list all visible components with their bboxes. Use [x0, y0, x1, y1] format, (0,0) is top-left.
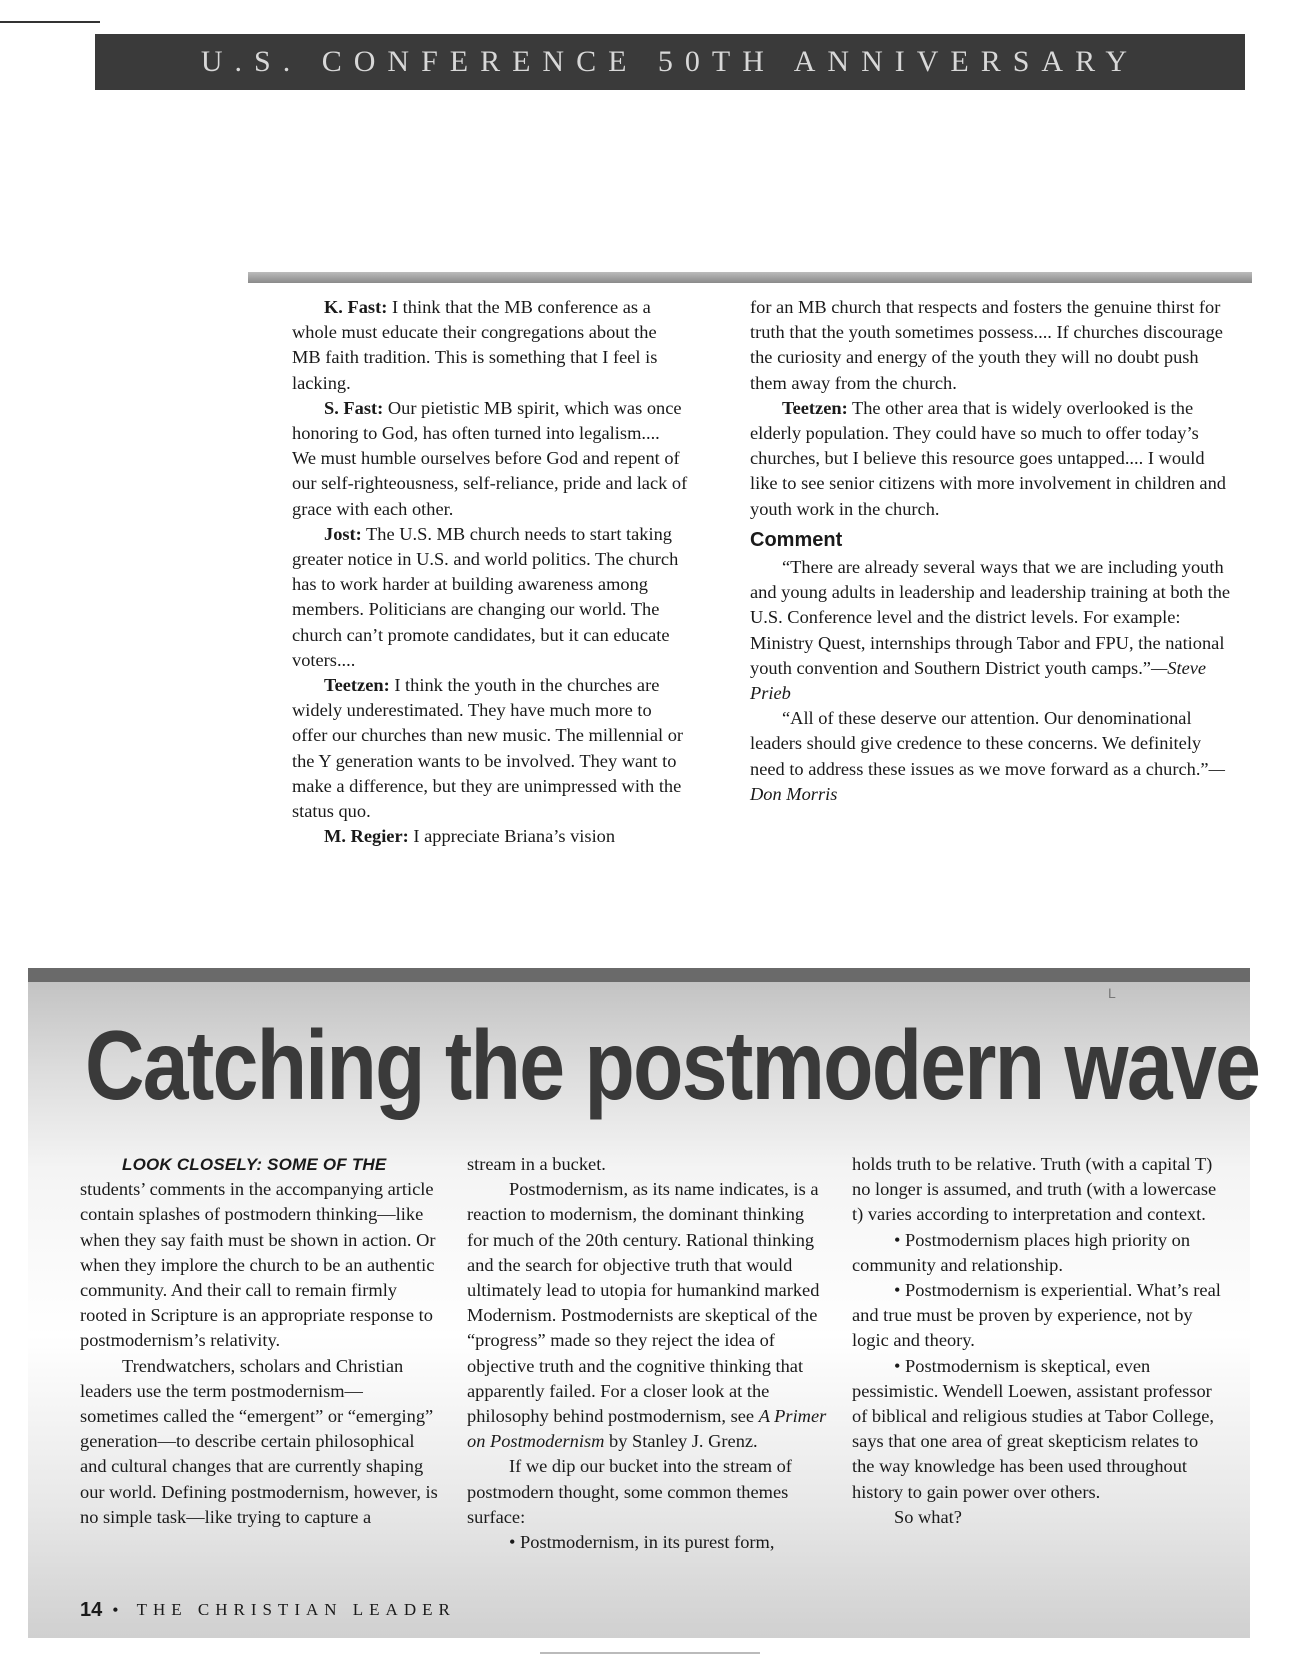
bottom-rule	[540, 1652, 760, 1654]
lead-in: LOOK CLOSELY: SOME OF THE	[122, 1155, 387, 1174]
feature-paragraph: If we dip our bucket into the stream of postmodern thought, some common themes surface:	[467, 1456, 792, 1527]
speaker-text: The U.S. MB church needs to start taking greater notice in U.S. and world politics. The church has to work harder at building awareness among members. Politicians are changing our world. The church can’t promote candidates, but it can educate voters....	[292, 523, 679, 670]
comment-paragraph	[750, 555, 1235, 706]
feature-paragraph: So what?	[894, 1506, 962, 1527]
section-divider	[248, 272, 1252, 283]
bullet-paragraph: • Postmodernism places high priority on community and relationship.	[852, 1229, 1191, 1275]
interview-paragraph	[292, 522, 688, 673]
bullet-paragraph: • Postmodernism is experiential. What’s real and true must be proven by experience, not by logic and theory.	[852, 1280, 1221, 1351]
interview-paragraph	[292, 673, 688, 824]
footer-bullet: •	[112, 1599, 119, 1620]
bullet-paragraph: • Postmodernism is skeptical, even pessimistic. Wendell Loewen, assistant professor of biblical and religious studies at Tabor College, says that one area of great skepticism relates to the way knowledge has been used throughout history to gain power over others.	[852, 1355, 1215, 1502]
section-banner: U.S. CONFERENCE 50TH ANNIVERSARY	[95, 34, 1245, 90]
speaker-name: Jost:	[324, 523, 362, 544]
feature-paragraph: Trendwatchers, scholars and Christian leaders use the term postmodernism—sometimes called the “emergent” or “emerging” generation—to describe certain philosophical and cultural changes that are currently shaping our world. Defining postmodernism, however, is no simple task—like trying to capture a	[80, 1355, 438, 1527]
speaker-name: Teetzen:	[324, 675, 390, 696]
bullet-paragraph: • Postmodernism, in its purest form,	[509, 1532, 775, 1553]
interview-paragraph	[292, 824, 688, 849]
comment-heading: Comment	[750, 528, 843, 551]
comment-paragraph	[750, 706, 1235, 807]
speaker-name: M. Regier:	[324, 826, 409, 847]
speaker-text: I appreciate Briana’s vision	[408, 826, 616, 847]
speaker-name: Teetzen:	[782, 397, 848, 418]
publication-name: THE CHRISTIAN LEADER	[136, 1600, 456, 1619]
paragraph-text: Postmodernism, as its name indicates, is a reaction to modernism, the dominant thinking for much of the 20th century. Rational thinking and the search for objective truth that would ultimately lead to utopia for humankind marked Modernism. Postmodernists are skeptical of the “progress” made so they reject the idea of objective truth and the cognitive thinking that apparently failed. For a closer look at the philosophy behind postmodernism, see	[467, 1179, 820, 1427]
speaker-text: I think the youth in the churches are widely underestimated. They have much more to offer our churches than new music. The millennial or the Y generation wants to be involved. They want to make a difference, but they are unimpressed with the status quo.	[292, 675, 684, 822]
feature-headline: Catching the postmodern wave	[85, 1010, 1260, 1120]
page-number: 14	[80, 1598, 103, 1621]
feature-column-1	[80, 1152, 440, 1530]
interview-paragraph	[292, 295, 688, 396]
comment-text: “There are already several ways that we are including youth and young adults in leadership and leadership training at both the U.S. Conference level and the district levels. For example: Ministry Quest, internships through Tabor and FPU, the national youth convention and Southern District youth camps.”	[750, 557, 1231, 678]
speaker-name: S. Fast:	[324, 397, 384, 418]
page-footer	[80, 1595, 456, 1625]
feature-column-3	[852, 1152, 1222, 1530]
speaker-text: Our pietistic MB spirit, which was once honoring to God, has often turned into legalism.... We must humble ourselves before God and repent of our self-righteousness, self-reliance, pride and lack of grace with each other.	[292, 397, 688, 519]
feature-top-bar	[28, 968, 1250, 982]
feature-column-2	[467, 1152, 827, 1555]
interview-continuation: for an MB church that respects and fosters the genuine thirst for truth that the youth sometimes possess.... If churches discourage the curiosity and energy of the youth they will no doubt push them away from the church.	[750, 297, 1223, 393]
speaker-name: K. Fast:	[324, 297, 388, 317]
paragraph-text: by Stanley J. Grenz.	[604, 1431, 758, 1452]
feature-paragraph	[467, 1177, 827, 1454]
comment-author: —Steve Prieb	[750, 657, 1207, 704]
speaker-text: The other area that is widely overlooked is the elderly population. They could have so much to offer today’s churches, but I believe this resource goes untapped.... I would like to see senior citizens with more involvement in children and youth work in the church.	[750, 397, 1226, 519]
feature-paragraph: holds truth to be relative. Truth (with a capital T) no longer is assumed, and truth (with a lowercase t) varies according to interpretation and context.	[852, 1154, 1217, 1225]
comment-author: —Don Morris	[750, 758, 1225, 804]
interview-paragraph	[750, 396, 1235, 522]
comment-text: “All of these deserve our attention. Our denominational leaders should give credence to these concerns. We definitely need to address these issues as we move forward as a church.”	[750, 708, 1209, 779]
paragraph-text: students’ comments in the accompanying article contain splashes of postmodern thinking—like when they say faith must be shown in action. Or when they implore the church to be an authentic community. And their call to remain firmly rooted in Scripture is an appropriate response to postmodernism’s relativity.	[80, 1179, 436, 1351]
top-rule	[0, 21, 100, 23]
interview-paragraph	[292, 396, 688, 522]
interview-column-left	[292, 295, 688, 849]
book-title: A Primer on Postmodernism	[467, 1406, 827, 1452]
feature-paragraph	[80, 1152, 440, 1354]
stray-mark: L	[1108, 985, 1116, 1001]
interview-column-right	[750, 295, 1235, 807]
feature-paragraph: stream in a bucket.	[467, 1154, 606, 1174]
speaker-text: I think that the MB conference as a whole must educate their congregations about the MB faith tradition. This is something that I feel is lacking.	[292, 297, 658, 393]
